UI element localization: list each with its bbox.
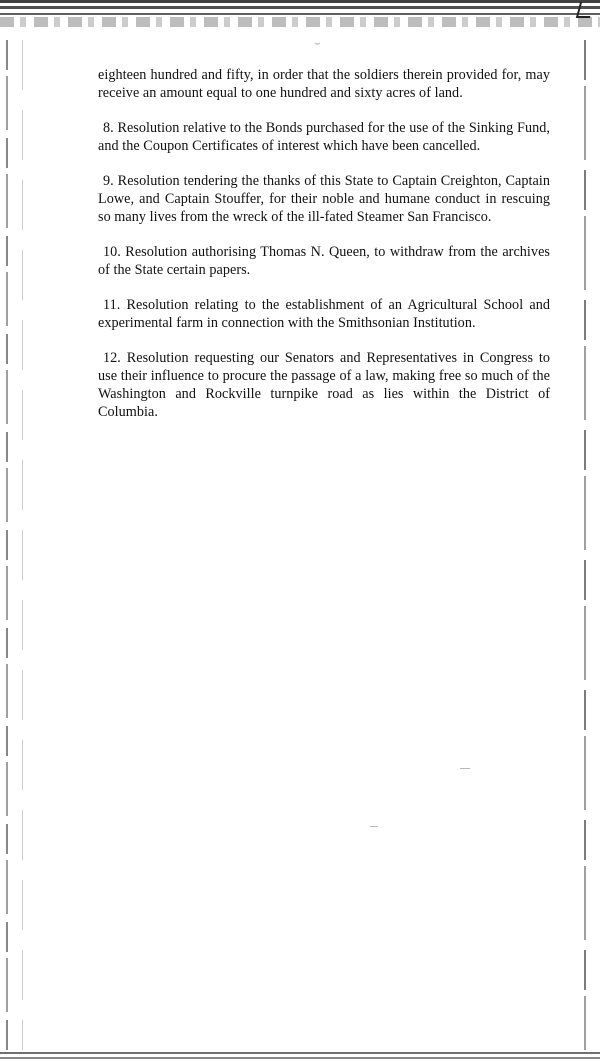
document-body bbox=[98, 66, 550, 438]
paragraph-resolution-8: 8. Resolution relative to the Bonds purchased for the use of the Sinking Fund, and the Coupon Certificates of interest which have been cancelled. bbox=[98, 120, 550, 154]
fold-mark: ⌣ bbox=[314, 38, 321, 49]
scan-left-edge-inner bbox=[22, 40, 23, 1050]
paragraph-resolution-11: 11. Resolution relating to the establishment of an Agricultural School and experimental farm in connection with the Smithsonian Institution. bbox=[98, 297, 550, 331]
scan-top-edge bbox=[0, 0, 600, 30]
speck bbox=[460, 768, 470, 769]
paragraph-continued: eighteen hundred and fifty, in order that the soldiers therein provided for, may receive an amount equal to one hundred and sixty acres of land. bbox=[98, 67, 550, 101]
speck bbox=[370, 826, 378, 827]
paragraph-resolution-10: 10. Resolution authorising Thomas N. Queen, to withdraw from the archives of the State certain papers. bbox=[98, 244, 550, 278]
scan-left-edge bbox=[6, 40, 8, 1050]
scan-right-edge bbox=[584, 40, 586, 1050]
paragraph-resolution-12: 12. Resolution requesting our Senators and Representatives in Congress to use their influence to procure the passage of a law, making free so much of the Washington and Rockville turnpike road as lies within the District of Columbia. bbox=[98, 350, 550, 420]
paragraph-resolution-9: 9. Resolution tendering the thanks of this State to Captain Creighton, Captain Lowe, and Captain Stouffer, for their noble and humane conduct in rescuing so many lives from the wreck of the ill-fated Steamer San Francisco. bbox=[98, 173, 550, 225]
scan-bottom-edge bbox=[0, 1048, 600, 1062]
